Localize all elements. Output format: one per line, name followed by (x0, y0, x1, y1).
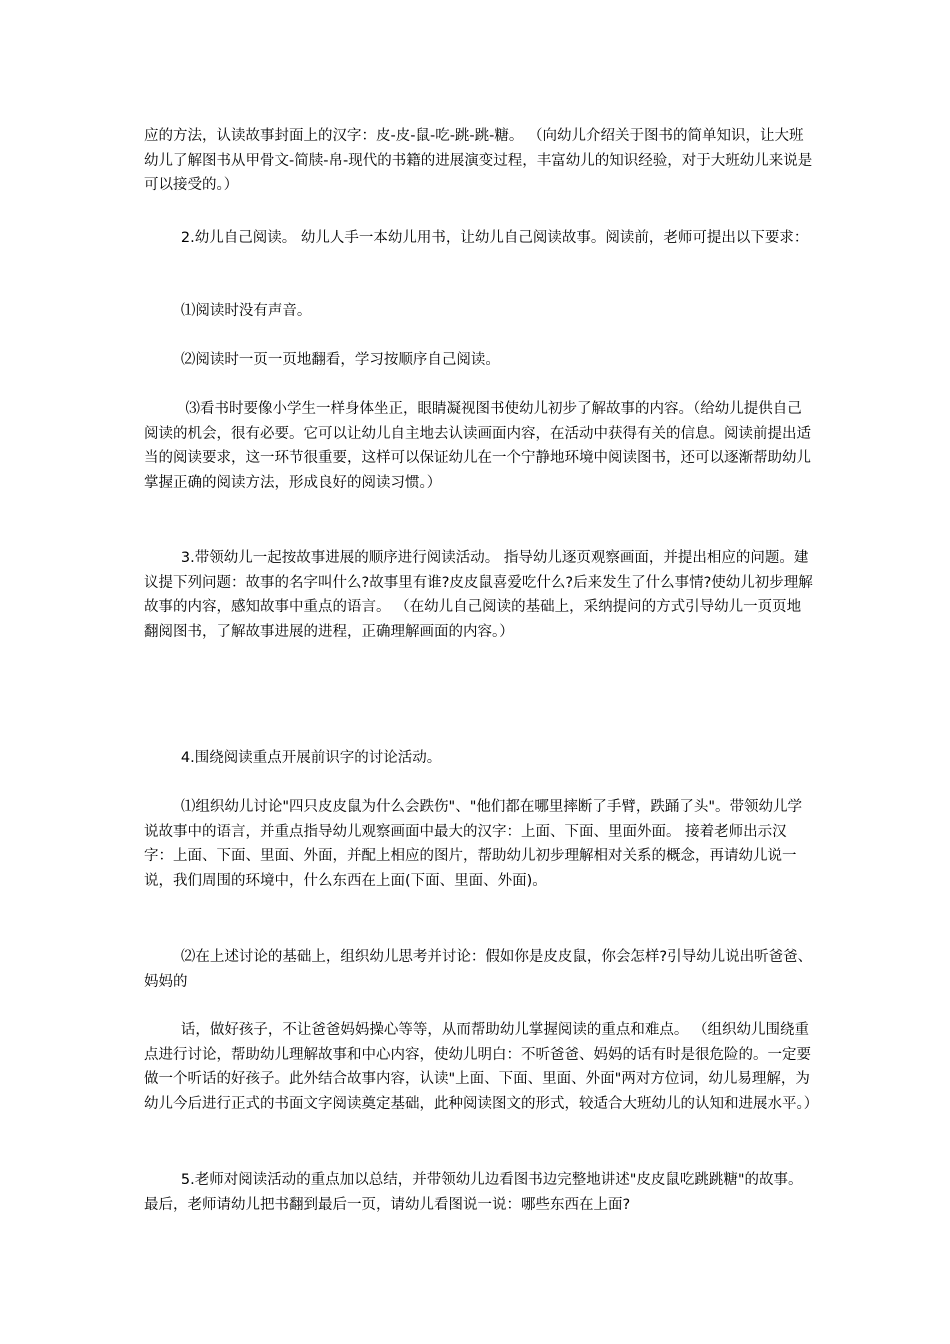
paragraph-step-3: 3.带领幼儿一起按故事进展的顺序进行阅读活动。 指导幼儿逐页观察画面，并提出相应的问题。建议提下列问题：故事的名字叫什么?故事里有谁?皮皮鼠喜爱吃什么?后来发生了什么事情?使幼儿初步理解故事的内容，感知故事中重点的语言。 （在幼儿自己阅读的基础上，采纳提问的方式引导幼儿一页页地翻阅图书，了解故事进展的进程，正确理解画面的内容。） (144, 550, 813, 640)
paragraph-step-5: 5.老师对阅读活动的重点加以总结，并带领幼儿边看图书边完整地讲述"皮皮鼠吃跳跳糖"的故事。最后，老师请幼儿把书翻到最后一页，请幼儿看图说一说：哪些东西在上面? (144, 1172, 803, 1213)
paragraph-intro-method: 应的方法，认读故事封面上的汉字：皮-皮-鼠-吃-跳-跳-糖。 （向幼儿介绍关于图书的简单知识，让大班幼儿了解图书从甲骨文-简牍-帛-现代的书籍的进展演变过程，丰富幼儿的知识经验，对于大班幼儿来说是可以接受的。） (144, 128, 813, 193)
paragraph-requirement-2: ⑵阅读时一页一页地翻看，学习按顺序自己阅读。 (144, 352, 500, 368)
paragraph-requirement-3: ⑶看书时要像小学生一样身体坐正，眼睛凝视图书使幼儿初步了解故事的内容。（给幼儿提供自己阅读的机会，很有必要。它可以让幼儿自主地去认读画面内容，在活动中获得有关的信息。阅读前提出适当的阅读要求，这一环节很重要，这样可以保证幼儿在一个宁静地环境中阅读图书，还可以逐渐帮助幼儿掌握正确的阅读方法，形成良好的阅读习惯。） (144, 401, 811, 491)
paragraph-requirement-1: ⑴阅读时没有声音。 (144, 303, 312, 319)
paragraph-step-4-item-2: ⑵在上述讨论的基础上，组织幼儿思考并讨论：假如你是皮皮鼠，你会怎样?引导幼儿说出听爸爸、妈妈的 (144, 949, 813, 990)
paragraph-step-4-item-2-continued: 话，做好孩子，不让爸爸妈妈操心等等，从而帮助幼儿掌握阅读的重点和难点。 （组织幼儿围绕重点进行讨论，帮助幼儿理解故事和中心内容，使幼儿明白：不听爸爸、妈妈的话有时是很危险的。一定要做一个听话的好孩子。此外结合故事内容，认读"上面、下面、里面、外面"两对方位词，幼儿易理解，为幼儿今后进行正式的书面文字阅读奠定基础，此种阅读图文的形式，较适合大班幼儿的认知和进展水平。） (144, 1022, 819, 1112)
paragraph-step-4-item-1: ⑴组织幼儿讨论"四只皮皮鼠为什么会跌伤"、"他们都在哪里摔断了手臂，跌踊了头"。带领幼儿学说故事中的语言，并重点指导幼儿观察画面中最大的汉字：上面、下面、里面外面。 接着老师出示汉字：上面、下面、里面、外面，并配上相应的图片，帮助幼儿初步理解相对关系的概念，再请幼儿说一说，我们周围的环境中，什么东西在上面(下面、里面、外面)。 (144, 799, 803, 889)
paragraph-step-2: 2.幼儿自己阅读。 幼儿人手一本幼儿用书，让幼儿自己阅读故事。阅读前，老师可提出以下要求： (144, 230, 809, 246)
paragraph-step-4: 4.围绕阅读重点开展前识字的讨论活动。 (144, 750, 442, 766)
